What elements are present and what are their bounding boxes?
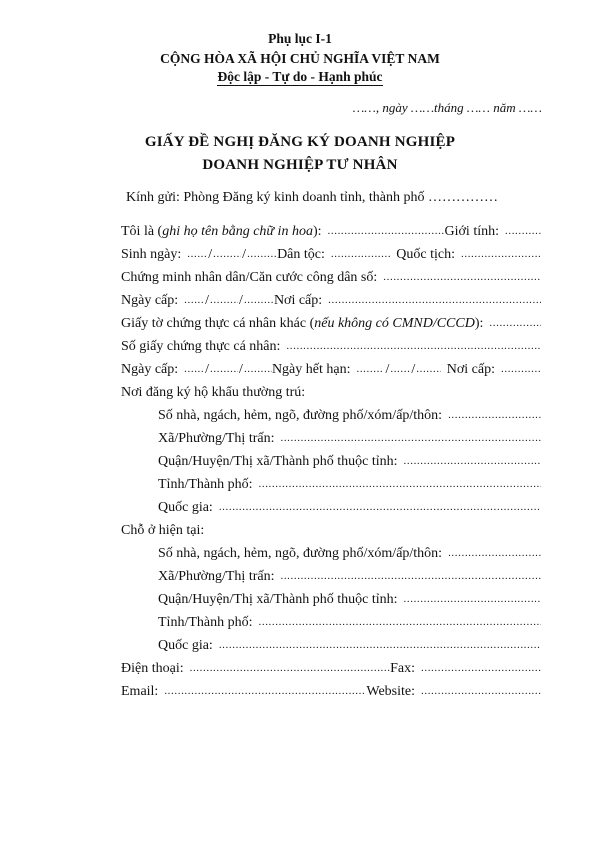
issue-year-field[interactable] <box>244 291 274 310</box>
ethnicity-label: Dân tộc: <box>277 247 325 262</box>
perm-ward-field[interactable] <box>280 429 541 448</box>
cur-ward-label: Xã/Phường/Thị trấn: <box>158 569 275 584</box>
cur-province-row <box>158 613 541 632</box>
permanent-address-heading: Nơi đăng ký hộ khẩu thường trú: <box>121 385 306 400</box>
phone-label: Điện thoại: <box>121 661 184 676</box>
appendix-label: Phụ lục I-1 <box>268 31 332 46</box>
dob-day-field[interactable] <box>187 245 207 264</box>
expiry-year-field[interactable] <box>416 360 441 379</box>
doc-issue-month-field[interactable] <box>210 360 238 379</box>
fax-field[interactable] <box>421 659 541 678</box>
phone-field[interactable] <box>190 659 391 678</box>
cur-district-row <box>158 590 541 609</box>
email-website-row <box>121 682 541 701</box>
national-motto <box>0 69 600 85</box>
doc-issue-day-field[interactable] <box>184 360 204 379</box>
cur-province-field[interactable] <box>259 613 542 632</box>
nationality-field[interactable] <box>461 245 541 264</box>
full-name-field[interactable] <box>328 222 445 241</box>
name-label: Tôi là (ghi họ tên bằng chữ in hoa): <box>121 224 322 239</box>
ethnicity-field[interactable] <box>331 245 390 264</box>
perm-district-label: Quận/Huyện/Thị xã/Thành phố thuộc tỉnh: <box>158 454 398 469</box>
cur-street-label: Số nhà, ngách, hẻm, ngõ, đường phố/xóm/ấp/thôn: <box>158 546 443 561</box>
expiry-label: Ngày hết hạn: <box>271 362 351 377</box>
website-label: Website: <box>366 684 415 699</box>
cur-country-field[interactable] <box>219 636 541 655</box>
doc-number-field[interactable] <box>286 337 541 356</box>
doc-number-row <box>121 337 541 356</box>
gender-field[interactable] <box>505 222 541 241</box>
issue-date-label: Ngày cấp: <box>121 293 179 308</box>
issue-place-field[interactable] <box>328 291 541 310</box>
motto-text: Độc lập - Tự do - Hạnh phúc <box>217 69 383 84</box>
perm-province-label: Tỉnh/Thành phố: <box>158 477 253 492</box>
doc-number-label: Số giấy chứng thực cá nhân: <box>121 339 281 354</box>
id-number-field[interactable] <box>383 268 541 287</box>
website-field[interactable] <box>421 682 541 701</box>
issue-month-field[interactable] <box>210 291 238 310</box>
current-address-heading: Chỗ ở hiện tại: <box>121 523 205 538</box>
id-row <box>121 268 541 287</box>
dob-month-field[interactable] <box>213 245 241 264</box>
doc-issue-place-label: Nơi cấp: <box>446 362 495 377</box>
cur-street-row <box>158 544 541 563</box>
cur-province-label: Tỉnh/Thành phố: <box>158 615 253 630</box>
form-title: GIẤY ĐỀ NGHỊ ĐĂNG KÝ DOANH NGHIỆP <box>144 134 456 150</box>
recipient-line: Kính gửi: Phòng Đăng ký kinh doanh tỉnh, thành phố …………… <box>126 190 498 205</box>
email-field[interactable] <box>164 682 366 701</box>
other-doc-label: Giấy tờ chứng thực cá nhân khác (nếu không có CMND/CCCD): <box>121 316 484 331</box>
doc-issue-year-field[interactable] <box>244 360 272 379</box>
other-doc-row <box>121 314 541 333</box>
perm-country-field[interactable] <box>219 498 541 517</box>
perm-province-field[interactable] <box>259 475 542 494</box>
country-name: CỘNG HÒA XÃ HỘI CHỦ NGHĨA VIỆT NAM <box>160 51 440 66</box>
form-subtitle: DOANH NGHIỆP TƯ NHÂN <box>202 157 398 173</box>
fax-label: Fax: <box>390 661 415 676</box>
doc-issue-date-label: Ngày cấp: <box>121 362 179 377</box>
email-label: Email: <box>121 684 159 699</box>
name-row <box>121 222 541 241</box>
perm-country-label: Quốc gia: <box>158 500 213 515</box>
cur-country-label: Quốc gia: <box>158 638 213 653</box>
cur-district-label: Quận/Huyện/Thị xã/Thành phố thuộc tỉnh: <box>158 592 398 607</box>
date-line: ……, ngày ……tháng …… năm …… <box>352 100 542 115</box>
perm-street-field[interactable] <box>448 406 541 425</box>
cur-street-field[interactable] <box>448 544 541 563</box>
perm-street-row <box>158 406 541 425</box>
doc-issue-place-field[interactable] <box>501 360 541 379</box>
nationality-label: Quốc tịch: <box>396 247 455 262</box>
issue-row: Ngày cấp: ..... / ..... / ..... Nơi cấp: ..... <box>121 291 541 310</box>
gender-label: Giới tính: <box>444 224 499 239</box>
dob-label: Sinh ngày: <box>121 247 182 262</box>
id-label: Chứng minh nhân dân/Căn cước công dân số: <box>121 270 378 285</box>
perm-district-field[interactable] <box>404 452 541 471</box>
doc-dates-row: Ngày cấp: ..... / ..... / ..... Ngày hết hạn: ..... / ..... / ..... Nơi cấp: ..... <box>121 360 541 379</box>
perm-province-row <box>158 475 541 494</box>
dob-year-field[interactable] <box>247 245 277 264</box>
perm-ward-row <box>158 429 541 448</box>
other-doc-field[interactable] <box>489 314 541 333</box>
perm-country-row <box>158 498 541 517</box>
expiry-day-field[interactable] <box>356 360 384 379</box>
cur-ward-field[interactable] <box>280 567 541 586</box>
cur-ward-row <box>158 567 541 586</box>
expiry-month-field[interactable] <box>390 360 410 379</box>
issue-place-label: Nơi cấp: <box>273 293 323 308</box>
issue-day-field[interactable] <box>184 291 204 310</box>
cur-district-field[interactable] <box>404 590 541 609</box>
cur-country-row <box>158 636 541 655</box>
dob-row: Sinh ngày: ..... / ..... / ..... Dân tộc: ..... Quốc tịch: ..... <box>121 245 541 264</box>
phone-fax-row <box>121 659 541 678</box>
perm-street-label: Số nhà, ngách, hẻm, ngõ, đường phố/xóm/ấp/thôn: <box>158 408 443 423</box>
perm-ward-label: Xã/Phường/Thị trấn: <box>158 431 275 446</box>
perm-district-row <box>158 452 541 471</box>
